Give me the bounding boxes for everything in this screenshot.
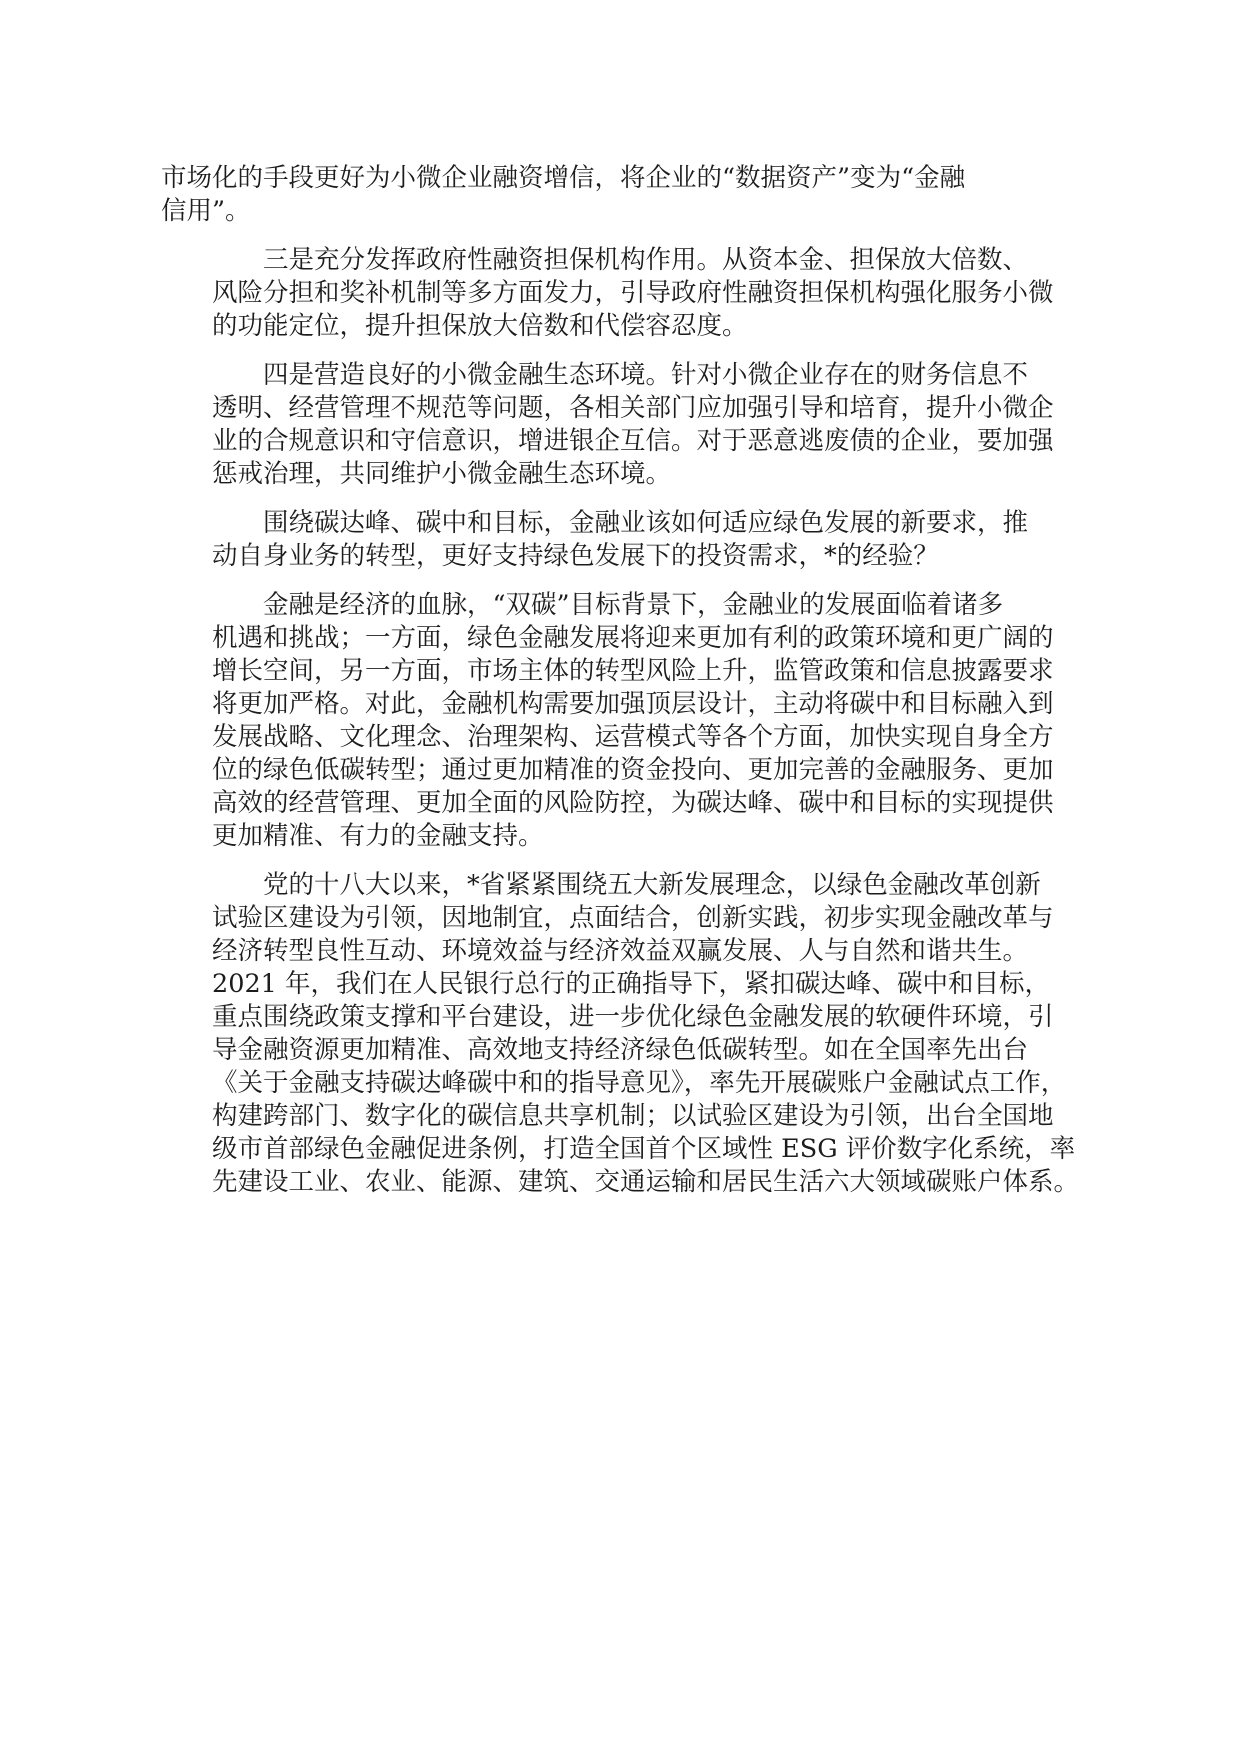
text-line: 《关于金融支持碳达峰碳中和的指导意见》，率先开展碳账户金融试点工作，	[212, 1068, 1067, 1098]
paragraph-finance-bloodline	[161, 589, 1101, 853]
text-line: 高效的经营管理、更加全面的风险防控，为碳达峰、碳中和目标的实现提供	[212, 788, 1054, 818]
text-line: 业的合规意识和守信意识，增进银企互信。对于恶意逃废债的企业，要加强	[212, 426, 1054, 456]
text-line: 党的十八大以来，*省紧紧围绕五大新发展理念，以绿色金融改革创新	[263, 870, 1041, 900]
text-line: 市场化的手段更好为小微企业融资增信，将企业的“数据资产”变为“金融	[161, 163, 966, 193]
text-line: 动自身业务的转型，更好支持绿色发展下的投资需求，*的经验？	[212, 541, 939, 571]
text-line: 导金融资源更加精准、高效地支持经济绿色低碳转型。如在全国率先出台	[212, 1035, 1029, 1065]
text-line: 四是营造良好的小微金融生态环境。针对小微企业存在的财务信息不	[263, 360, 1029, 390]
text-line: 的功能定位，提升担保放大倍数和代偿容忍度。	[212, 311, 748, 341]
paragraph-green-finance-reform	[161, 869, 1101, 1199]
text-line: 透明、经营管理不规范等问题，各相关部门应加强引导和培育，提升小微企	[212, 393, 1054, 423]
paragraph-guarantee-agencies	[161, 244, 1101, 343]
text-line: 先建设工业、农业、能源、建筑、交通运输和居民生活六大领域碳账户体系。	[212, 1167, 1080, 1197]
text-line: 2021 年，我们在人民银行总行的正确指导下，紧扣碳达峰、碳中和目标，	[212, 969, 1051, 999]
text-line: 风险分担和奖补机制等多方面发力，引导政府性融资担保机构强化服务小微	[212, 278, 1054, 308]
text-line: 更加精准、有力的金融支持。	[212, 821, 544, 851]
document-body	[161, 162, 1101, 1215]
text-line: 将更加严格。对此，金融机构需要加强顶层设计，主动将碳中和目标融入到	[212, 689, 1054, 719]
text-line: 惩戒治理，共同维护小微金融生态环境。	[212, 459, 672, 489]
text-line: 机遇和挑战；一方面，绿色金融发展将迎来更加有利的政策环境和更广阔的	[212, 623, 1054, 653]
paragraph-question	[161, 507, 1101, 573]
text-line: 级市首部绿色金融促进条例，打造全国首个区域性 ESG 评价数字化系统，率	[212, 1134, 1076, 1164]
text-line: 位的绿色低碳转型；通过更加精准的资金投向、更加完善的金融服务、更加	[212, 755, 1054, 785]
text-line: 经济转型良性互动、环境效益与经济效益双赢发展、人与自然和谐共生。	[212, 936, 1029, 966]
text-line: 增长空间，另一方面，市场主体的转型风险上升，监管政策和信息披露要求	[212, 656, 1054, 686]
text-line: 金融是经济的血脉，“双碳”目标背景下，金融业的发展面临着诸多	[263, 590, 1004, 620]
text-line: 信用”。	[161, 196, 251, 226]
text-line: 试验区建设为引领，因地制宜，点面结合，创新实践，初步实现金融改革与	[212, 903, 1054, 933]
paragraph-continued	[161, 162, 1101, 228]
text-line: 构建跨部门、数字化的碳信息共享机制；以试验区建设为引领，出台全国地	[212, 1101, 1054, 1131]
text-line: 围绕碳达峰、碳中和目标，金融业该如何适应绿色发展的新要求，推	[263, 508, 1029, 538]
text-line: 发展战略、文化理念、治理架构、运营模式等各个方面，加快实现自身全方	[212, 722, 1054, 752]
paragraph-ecosystem	[161, 359, 1101, 491]
text-line: 重点围绕政策支撑和平台建设，进一步优化绿色金融发展的软硬件环境，引	[212, 1002, 1054, 1032]
text-line: 三是充分发挥政府性融资担保机构作用。从资本金、担保放大倍数、	[263, 245, 1029, 275]
